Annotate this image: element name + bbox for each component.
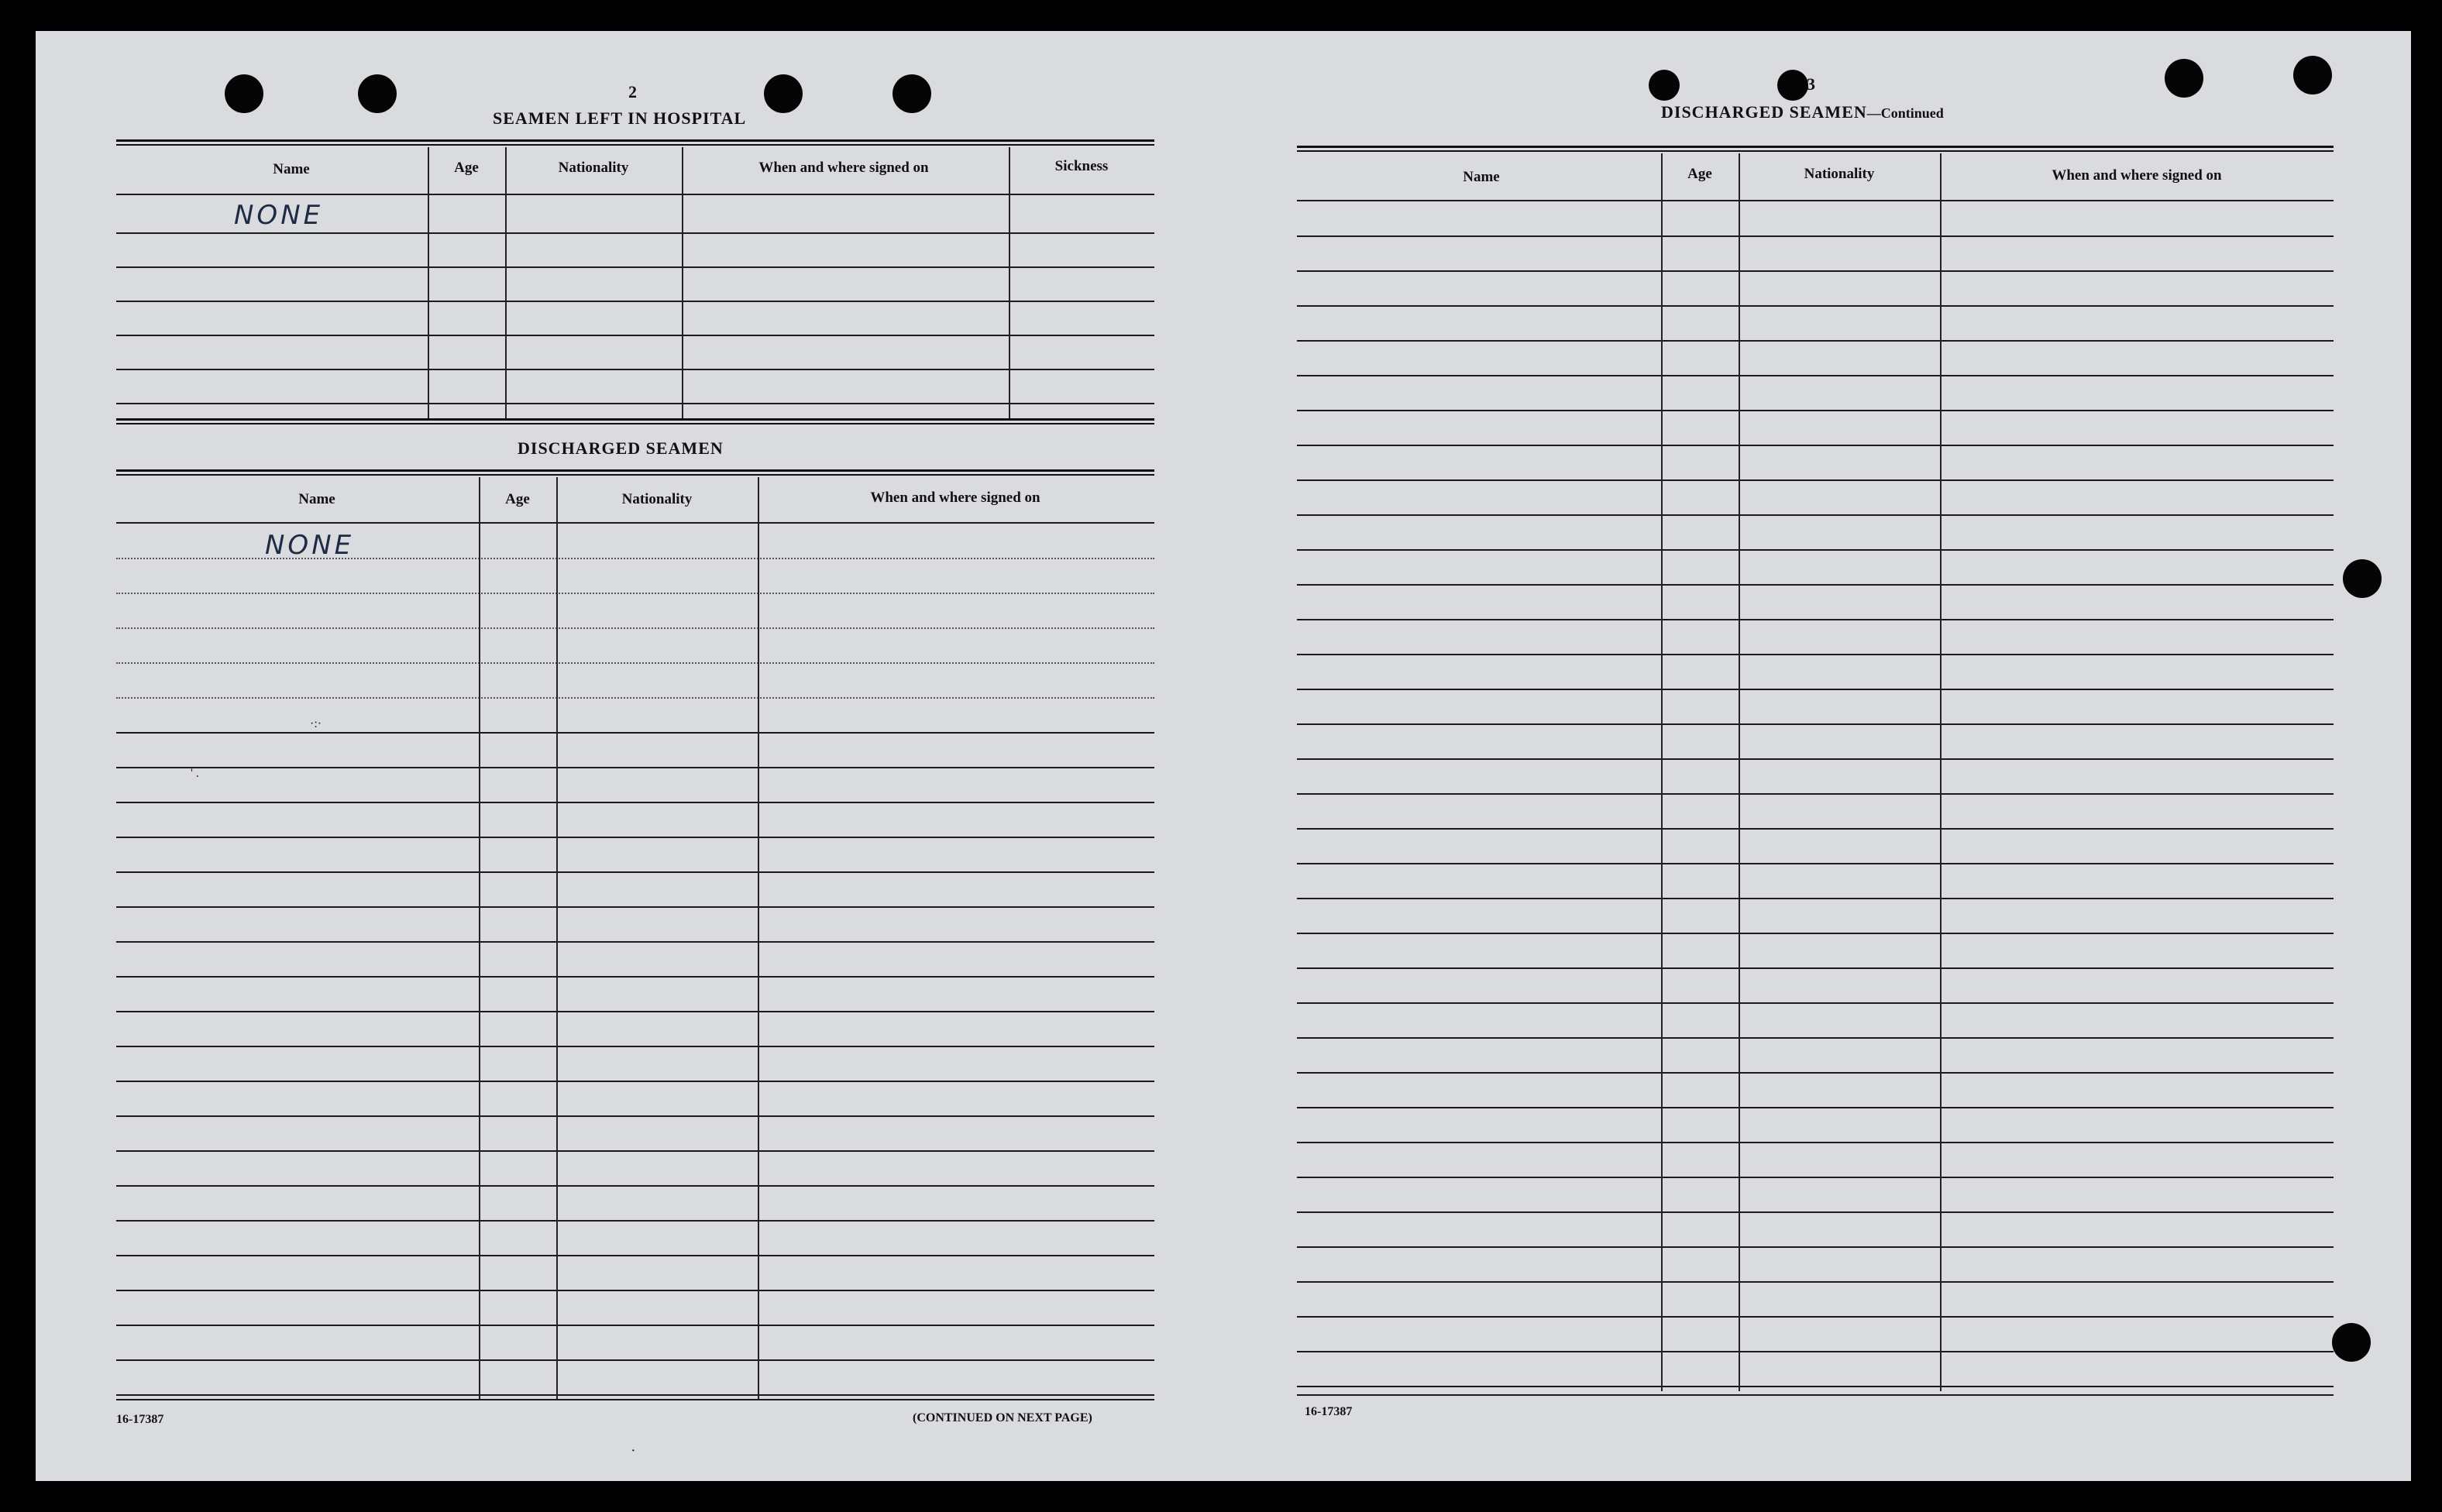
table-rule <box>116 837 1154 838</box>
table-rule <box>116 232 1154 234</box>
table-rule <box>116 194 1154 195</box>
table-rule <box>116 558 1154 559</box>
hospital-entry-handwritten: NONE <box>234 200 324 231</box>
column-rule <box>479 477 480 1399</box>
table-rule <box>1297 1386 2334 1387</box>
table-rule <box>1297 479 2334 481</box>
table-rule <box>1297 549 2334 551</box>
table-rule <box>1297 723 2334 725</box>
table-rule <box>116 1011 1154 1012</box>
table-rule <box>116 1255 1154 1256</box>
page-number-right: 3 <box>1807 74 1815 94</box>
table-rule <box>116 266 1154 268</box>
table-rule <box>1297 340 2334 342</box>
table-rule <box>1297 863 2334 864</box>
discharged-entry-handwritten: NONE <box>265 530 355 561</box>
column-rule <box>1661 153 1663 1391</box>
column-rule <box>682 147 683 418</box>
column-rule <box>1009 147 1010 418</box>
title-suffix: —Continued <box>1866 105 1944 121</box>
punch-hole <box>2343 559 2382 598</box>
table-rule <box>1297 514 2334 516</box>
punch-hole <box>764 74 803 113</box>
table-rule <box>1297 619 2334 620</box>
discharged-continued-title <box>1661 102 1944 122</box>
punch-hole <box>2293 56 2332 94</box>
right-col-age: Age <box>1687 166 1712 182</box>
hospital-section-title: SEAMEN LEFT IN HOSPITAL <box>493 108 747 128</box>
table-rule <box>1297 1316 2334 1318</box>
discharged-col-nationality: Nationality <box>621 491 693 507</box>
table-rule <box>1297 1211 2334 1213</box>
table-rule <box>1297 1142 2334 1143</box>
table-rule <box>1297 200 2334 201</box>
hospital-col-age: Age <box>454 160 479 176</box>
column-rule <box>505 147 507 418</box>
table-rule <box>1297 1177 2334 1178</box>
hospital-col-name: Name <box>273 161 310 177</box>
hospital-col-signed-on: When and where signed on <box>758 160 929 176</box>
continued-note: (CONTINUED ON NEXT PAGE) <box>913 1411 1092 1424</box>
table-rule <box>116 1290 1154 1291</box>
table-rule <box>116 662 1154 664</box>
table-rule <box>1297 1002 2334 1004</box>
column-rule <box>556 477 558 1399</box>
right-col-name: Name <box>1463 169 1500 185</box>
column-rule <box>1940 153 1942 1391</box>
table-rule <box>1297 1107 2334 1108</box>
discharged-section-title: DISCHARGED SEAMEN <box>518 438 724 458</box>
table-rule <box>1297 305 2334 307</box>
table-rule <box>116 1325 1154 1326</box>
table-rule <box>1297 235 2334 237</box>
table-rule <box>1297 793 2334 795</box>
table-rule <box>116 1359 1154 1361</box>
table-rule <box>116 1185 1154 1187</box>
table-rule <box>116 593 1154 594</box>
table-bottom-rule <box>1297 1394 2334 1396</box>
discharged-top-rule <box>116 469 1154 476</box>
table-rule <box>116 1150 1154 1152</box>
right-col-nationality: Nationality <box>1804 166 1875 182</box>
table-rule <box>1297 1072 2334 1074</box>
table-rule <box>116 369 1154 370</box>
table-rule <box>1297 1351 2334 1352</box>
table-rule <box>1297 270 2334 272</box>
table-rule <box>1297 689 2334 690</box>
table-rule <box>116 627 1154 629</box>
table-rule <box>1297 445 2334 446</box>
table-bottom-rule <box>116 1399 1154 1400</box>
table-rule <box>116 871 1154 873</box>
punch-hole <box>358 74 397 113</box>
page-number-left: 2 <box>628 82 637 101</box>
hospital-top-rule <box>116 139 1154 146</box>
column-rule <box>758 477 759 1399</box>
table-rule <box>1297 828 2334 830</box>
table-rule <box>116 522 1154 524</box>
paper-speck: ' . <box>191 767 199 780</box>
punch-hole <box>225 74 263 113</box>
table-rule <box>116 335 1154 336</box>
document-sheet <box>36 31 2411 1481</box>
table-rule <box>116 1081 1154 1082</box>
table-rule <box>116 1046 1154 1047</box>
table-rule <box>1297 375 2334 376</box>
discharged-col-age: Age <box>505 491 530 507</box>
table-rule <box>116 1394 1154 1396</box>
form-number-left: 16-17387 <box>116 1413 164 1426</box>
table-rule <box>116 802 1154 803</box>
form-number-right: 16-17387 <box>1305 1405 1353 1418</box>
table-rule <box>116 976 1154 978</box>
discharged-col-name: Name <box>298 491 335 507</box>
table-rule <box>1297 410 2334 411</box>
table-rule <box>116 301 1154 302</box>
right-col-signed-on: When and where signed on <box>2052 167 2222 184</box>
table-rule <box>1297 1281 2334 1283</box>
paper-speck: ·:· <box>310 717 322 730</box>
hospital-col-sickness: Sickness <box>1054 158 1109 174</box>
column-rule <box>1739 153 1740 1391</box>
table-rule <box>1297 654 2334 655</box>
table-rule <box>1297 898 2334 899</box>
table-rule <box>1297 967 2334 969</box>
table-rule <box>116 1115 1154 1117</box>
hospital-bottom-rule <box>116 418 1154 424</box>
punch-hole <box>2165 59 2203 98</box>
title-main: DISCHARGED SEAMEN <box>1661 102 1867 122</box>
table-rule <box>116 941 1154 943</box>
table-rule <box>1297 1037 2334 1039</box>
table-rule <box>1297 1246 2334 1248</box>
table-rule <box>116 767 1154 768</box>
punch-hole <box>1777 70 1808 101</box>
table-rule <box>116 697 1154 699</box>
punch-hole <box>1649 70 1680 101</box>
table-rule <box>116 906 1154 908</box>
punch-hole <box>893 74 931 113</box>
table-rule <box>116 1220 1154 1222</box>
table-rule <box>116 732 1154 734</box>
table-rule <box>116 403 1154 404</box>
table-rule <box>1297 933 2334 934</box>
punch-hole <box>2332 1323 2371 1362</box>
table-rule <box>1297 584 2334 586</box>
center-mark: · <box>631 1445 635 1457</box>
hospital-col-nationality: Nationality <box>558 160 629 176</box>
discharged-col-signed-on: When and where signed on <box>870 490 1040 506</box>
column-rule <box>428 147 429 418</box>
table-rule <box>1297 758 2334 760</box>
right-top-rule <box>1297 146 2334 152</box>
